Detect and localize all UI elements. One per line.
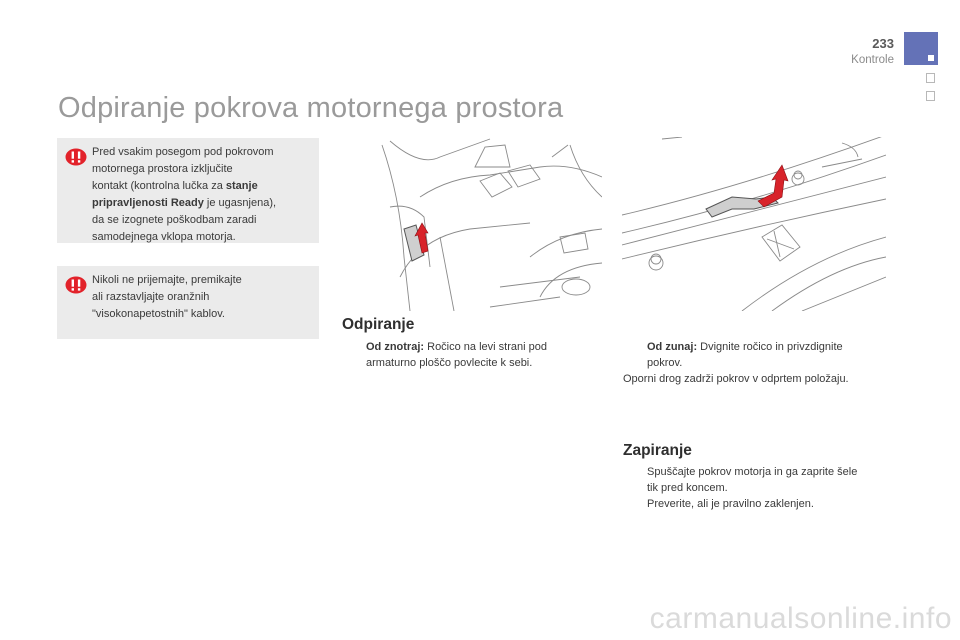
instruction-inside: Od znotraj: Ročico na levi strani pod armaturno ploščo povlecite k sebi. <box>366 341 547 369</box>
illustration-interior-lever <box>380 137 602 311</box>
warning-icon <box>65 276 87 294</box>
illustration-exterior-lever <box>622 137 886 311</box>
warning-text: Pred vsakim posegom pod pokrovom motornega prostora izključite kontakt (kontrolna lučka za stanje pripravljenosti Ready je ugasnjena), da se izognete poškodbam zaradi samodejnega vklopa motorja. <box>92 146 277 243</box>
instruction-outside: Od zunaj: Dvignite ročico in privzdignite pokrov. Oporni drog zadrži pokrov v odprtem položaju. <box>623 339 893 387</box>
section-tab[interactable] <box>926 91 935 101</box>
warning-box <box>57 266 319 339</box>
tab-marker <box>928 55 934 61</box>
warning-box <box>57 138 319 243</box>
section-tab-active[interactable] <box>904 32 938 65</box>
section-name: Kontrole <box>851 54 894 66</box>
section-heading-closing: Zapiranje <box>623 442 692 459</box>
page-title: Odpiranje pokrova motornega prostora <box>58 92 564 124</box>
warning-text: Nikoli ne prijemajte, premikajte ali razstavljajte oranžnih "visokonapetostnih" kablov. <box>92 274 242 320</box>
watermark: carmanualsonline.info <box>649 602 952 635</box>
instructions-closing: Spuščajte pokrov motorja in ga zaprite šele tik pred koncem. Preverite, ali je pravilno zaklenjen. <box>647 466 858 510</box>
interior-lever-drawing <box>380 137 602 311</box>
page-number: 233 <box>872 36 894 51</box>
section-tab[interactable] <box>926 73 935 83</box>
warning-icon <box>65 148 87 166</box>
exterior-lever-drawing <box>622 137 886 311</box>
section-heading-opening: Odpiranje <box>342 316 415 333</box>
support-rod-note: Oporni drog zadrži pokrov v odprtem položaju. <box>623 373 849 385</box>
